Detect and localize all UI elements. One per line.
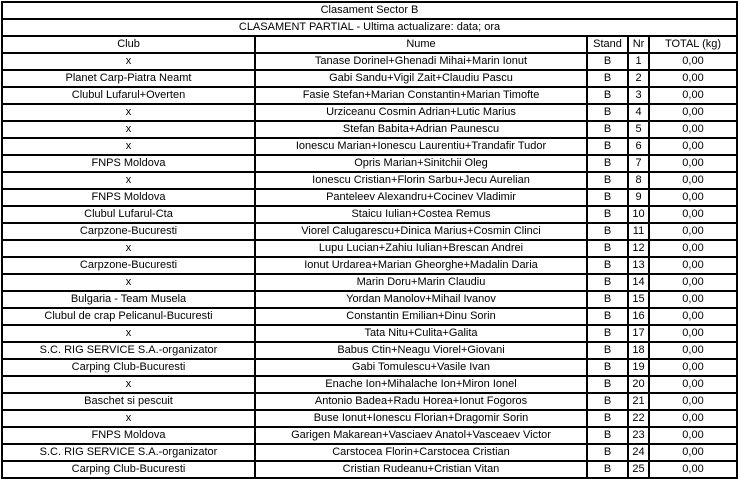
cell-nr: 19: [628, 359, 649, 376]
cell-stand: B: [587, 121, 628, 138]
cell-club: S.C. RIG SERVICE S.A.-organizator: [2, 342, 255, 359]
cell-stand: B: [587, 410, 628, 427]
table-row: [2, 257, 737, 274]
cell-nume: Yordan Manolov+Mihail Ivanov: [255, 291, 587, 308]
cell-stand: B: [587, 427, 628, 444]
cell-nume: Tata Nitu+Culita+Galita: [255, 325, 587, 342]
cell-club: x: [2, 121, 255, 138]
table-head: [2, 2, 737, 53]
cell-nr: 2: [628, 70, 649, 87]
cell-nume: Gabi Sandu+Vigil Zait+Claudiu Pascu: [255, 70, 587, 87]
cell-club: Carping Club-Bucuresti: [2, 359, 255, 376]
cell-total-kg: 0,00: [649, 70, 737, 87]
cell-total-kg: 0,00: [649, 155, 737, 172]
cell-club: S.C. RIG SERVICE S.A.-organizator: [2, 444, 255, 461]
cell-nume: Panteleev Alexandru+Cocinev Vladimir: [255, 189, 587, 206]
cell-nr: 4: [628, 104, 649, 121]
table-body: [2, 53, 737, 478]
cell-nume: Lupu Lucian+Zahiu Iulian+Brescan Andrei: [255, 240, 587, 257]
table-subtitle: CLASAMENT PARTIAL - Ultima actualizare: data; ora: [2, 19, 737, 36]
cell-club: Bulgaria - Team Musela: [2, 291, 255, 308]
cell-nume: Opris Marian+Sinitchii Oleg: [255, 155, 587, 172]
cell-club: FNPS Moldova: [2, 155, 255, 172]
cell-total-kg: 0,00: [649, 240, 737, 257]
cell-total-kg: 0,00: [649, 410, 737, 427]
cell-stand: B: [587, 138, 628, 155]
cell-stand: B: [587, 308, 628, 325]
cell-nr: 20: [628, 376, 649, 393]
cell-stand: B: [587, 70, 628, 87]
cell-club: x: [2, 376, 255, 393]
cell-total-kg: 0,00: [649, 308, 737, 325]
table-row: [2, 87, 737, 104]
cell-stand: B: [587, 291, 628, 308]
cell-nr: 14: [628, 274, 649, 291]
cell-total-kg: 0,00: [649, 189, 737, 206]
cell-nr: 12: [628, 240, 649, 257]
cell-nume: Ionut Urdarea+Marian Gheorghe+Madalin Daria: [255, 257, 587, 274]
table-row: [2, 189, 737, 206]
cell-total-kg: 0,00: [649, 427, 737, 444]
table-row: [2, 342, 737, 359]
cell-total-kg: 0,00: [649, 206, 737, 223]
cell-nr: 9: [628, 189, 649, 206]
cell-nr: 15: [628, 291, 649, 308]
cell-stand: B: [587, 359, 628, 376]
cell-nr: 8: [628, 172, 649, 189]
cell-stand: B: [587, 104, 628, 121]
cell-nume: Marin Doru+Marin Claudiu: [255, 274, 587, 291]
table-row: [2, 223, 737, 240]
cell-total-kg: 0,00: [649, 172, 737, 189]
cell-stand: B: [587, 87, 628, 104]
cell-nume: Stefan Babita+Adrian Paunescu: [255, 121, 587, 138]
cell-nume: Fasie Stefan+Marian Constantin+Marian Timofte: [255, 87, 587, 104]
cell-total-kg: 0,00: [649, 291, 737, 308]
table-row: [2, 138, 737, 155]
cell-nr: 3: [628, 87, 649, 104]
cell-stand: B: [587, 240, 628, 257]
cell-nume: Tanase Dorinel+Ghenadi Mihai+Marin Ionut: [255, 53, 587, 70]
cell-nume: Viorel Calugarescu+Dinica Marius+Cosmin Clinci: [255, 223, 587, 240]
cell-stand: B: [587, 274, 628, 291]
cell-nr: 11: [628, 223, 649, 240]
cell-club: x: [2, 104, 255, 121]
cell-total-kg: 0,00: [649, 121, 737, 138]
table-row: [2, 325, 737, 342]
col-header-total-kg: TOTAL (kg): [649, 36, 737, 53]
subtitle-row: [2, 19, 737, 36]
cell-stand: B: [587, 172, 628, 189]
cell-club: FNPS Moldova: [2, 427, 255, 444]
table-title: Clasament Sector B: [2, 2, 737, 19]
cell-nume: Antonio Badea+Radu Horea+Ionut Fogoros: [255, 393, 587, 410]
table-row: [2, 155, 737, 172]
cell-nume: Gabi Tomulescu+Vasile Ivan: [255, 359, 587, 376]
cell-club: x: [2, 138, 255, 155]
cell-stand: B: [587, 257, 628, 274]
col-header-club: Club: [2, 36, 255, 53]
table-row: [2, 206, 737, 223]
cell-nr: 13: [628, 257, 649, 274]
table-row: [2, 359, 737, 376]
table-row: [2, 444, 737, 461]
cell-nr: 7: [628, 155, 649, 172]
cell-total-kg: 0,00: [649, 342, 737, 359]
cell-club: x: [2, 410, 255, 427]
cell-nr: 21: [628, 393, 649, 410]
cell-total-kg: 0,00: [649, 53, 737, 70]
cell-total-kg: 0,00: [649, 461, 737, 478]
cell-nume: Enache Ion+Mihalache Ion+Miron Ionel: [255, 376, 587, 393]
cell-stand: B: [587, 342, 628, 359]
cell-nume: Carstocea Florin+Carstocea Cristian: [255, 444, 587, 461]
cell-total-kg: 0,00: [649, 376, 737, 393]
cell-nume: Buse Ionut+Ionescu Florian+Dragomir Sorin: [255, 410, 587, 427]
cell-nume: Staicu Iulian+Costea Remus: [255, 206, 587, 223]
table-row: [2, 121, 737, 138]
cell-club: FNPS Moldova: [2, 189, 255, 206]
cell-nume: Babus Ctin+Neagu Viorel+Giovani: [255, 342, 587, 359]
cell-club: x: [2, 325, 255, 342]
cell-nr: 22: [628, 410, 649, 427]
cell-total-kg: 0,00: [649, 444, 737, 461]
table-row: [2, 410, 737, 427]
cell-club: Clubul de crap Pelicanul-Bucuresti: [2, 308, 255, 325]
cell-nr: 6: [628, 138, 649, 155]
cell-nr: 24: [628, 444, 649, 461]
cell-club: x: [2, 53, 255, 70]
cell-club: Planet Carp-Piatra Neamt: [2, 70, 255, 87]
cell-nr: 1: [628, 53, 649, 70]
table-row: [2, 427, 737, 444]
cell-nr: 17: [628, 325, 649, 342]
cell-total-kg: 0,00: [649, 104, 737, 121]
cell-club: Clubul Lufarul+Overten: [2, 87, 255, 104]
cell-total-kg: 0,00: [649, 274, 737, 291]
cell-stand: B: [587, 155, 628, 172]
cell-club: Baschet si pescuit: [2, 393, 255, 410]
cell-stand: B: [587, 376, 628, 393]
cell-total-kg: 0,00: [649, 257, 737, 274]
cell-club: Carping Club-Bucuresti: [2, 461, 255, 478]
cell-stand: B: [587, 223, 628, 240]
cell-stand: B: [587, 189, 628, 206]
cell-stand: B: [587, 444, 628, 461]
cell-stand: B: [587, 325, 628, 342]
table-row: [2, 461, 737, 478]
cell-total-kg: 0,00: [649, 223, 737, 240]
cell-club: x: [2, 240, 255, 257]
col-header-nume: Nume: [255, 36, 587, 53]
cell-nr: 10: [628, 206, 649, 223]
cell-stand: B: [587, 461, 628, 478]
cell-total-kg: 0,00: [649, 325, 737, 342]
table-row: [2, 274, 737, 291]
cell-stand: B: [587, 393, 628, 410]
cell-stand: B: [587, 206, 628, 223]
cell-total-kg: 0,00: [649, 393, 737, 410]
table-row: [2, 53, 737, 70]
table-row: [2, 172, 737, 189]
cell-nr: 5: [628, 121, 649, 138]
table-row: [2, 308, 737, 325]
cell-total-kg: 0,00: [649, 87, 737, 104]
cell-club: Carpzone-Bucuresti: [2, 223, 255, 240]
cell-club: Carpzone-Bucuresti: [2, 257, 255, 274]
cell-nr: 25: [628, 461, 649, 478]
table-row: [2, 104, 737, 121]
column-header-row: [2, 36, 737, 53]
cell-nr: 18: [628, 342, 649, 359]
table-row: [2, 291, 737, 308]
table-row: [2, 70, 737, 87]
table-row: [2, 393, 737, 410]
cell-nume: Ionescu Marian+Ionescu Laurentiu+Trandafir Tudor: [255, 138, 587, 155]
cell-stand: B: [587, 53, 628, 70]
col-header-nr: Nr: [628, 36, 649, 53]
cell-nume: Constantin Emilian+Dinu Sorin: [255, 308, 587, 325]
cell-total-kg: 0,00: [649, 359, 737, 376]
title-row: [2, 2, 737, 19]
clasament-table: [1, 1, 738, 479]
cell-club: x: [2, 274, 255, 291]
table-row: [2, 240, 737, 257]
cell-nume: Garigen Makarean+Vasciaev Anatol+Vasceaev Victor: [255, 427, 587, 444]
cell-club: x: [2, 172, 255, 189]
cell-total-kg: 0,00: [649, 138, 737, 155]
cell-nr: 16: [628, 308, 649, 325]
cell-nume: Ionescu Cristian+Florin Sarbu+Jecu Aurelian: [255, 172, 587, 189]
cell-club: Clubul Lufarul-Cta: [2, 206, 255, 223]
cell-nume: Urziceanu Cosmin Adrian+Lutic Marius: [255, 104, 587, 121]
col-header-stand: Stand: [587, 36, 628, 53]
cell-nume: Cristian Rudeanu+Cristian Vitan: [255, 461, 587, 478]
table-row: [2, 376, 737, 393]
cell-nr: 23: [628, 427, 649, 444]
